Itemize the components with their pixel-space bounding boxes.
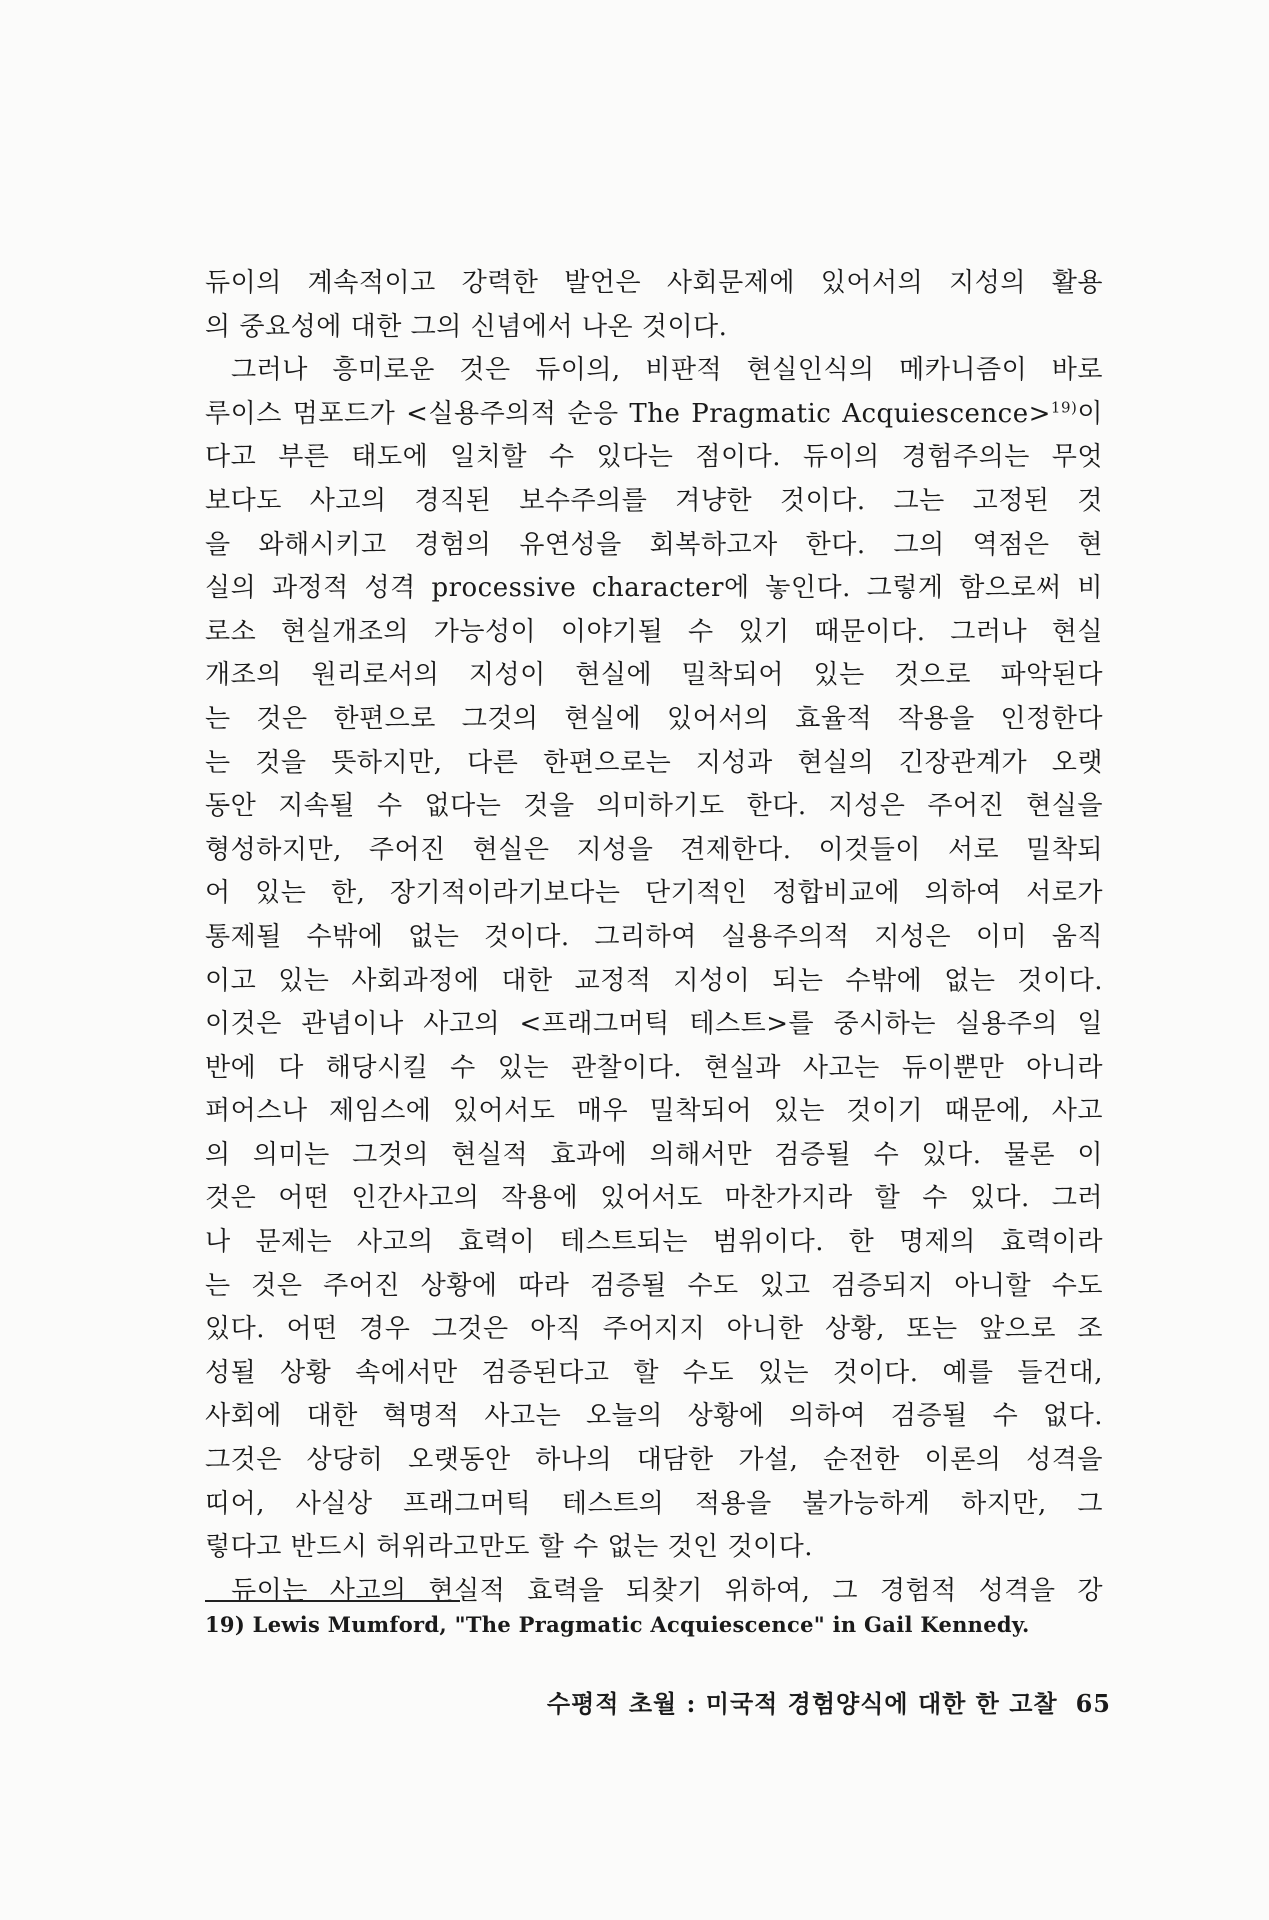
text-line-tail: 이 [1077, 398, 1103, 429]
page-number: 65 [1075, 1689, 1111, 1718]
text-line: 반에 다 해당시킬 수 있는 관찰이다. 현실과 사고는 듀이뿐만 아니라 [205, 1052, 1103, 1083]
text-line-main: 루이스 멈포드가 <실용주의적 순응 The Pragmatic Acquiescence> [205, 398, 1051, 429]
running-footer [547, 1684, 1111, 1719]
text-line: 로소 현실개조의 가능성이 이야기될 수 있기 때문이다. 그러나 현실 [205, 616, 1103, 647]
text-line: 성될 상황 속에서만 검증된다고 할 수도 있는 것이다. 예를 들건대, [205, 1357, 1103, 1388]
text-line: 나 문제는 사고의 효력이 테스트되는 범위이다. 한 명제의 효력이라 [205, 1227, 1103, 1258]
text-line: 통제될 수밖에 없는 것이다. 그리하여 실용주의적 지성은 이미 움직 [205, 921, 1103, 952]
text-line: 는 것을 뜻하지만, 다른 한편으로는 지성과 현실의 긴장관계가 오랫 [205, 747, 1103, 778]
text-line: 있다. 어떤 경우 그것은 아직 주어지지 아니한 상황, 또는 앞으로 조 [205, 1314, 1103, 1345]
body-text [205, 262, 1103, 1613]
text-line: 동안 지속될 수 없다는 것을 의미하기도 한다. 지성은 주어진 현실을 [205, 791, 1103, 822]
text-line: 사회에 대한 혁명적 사고는 오늘의 상황에 의하여 검증될 수 없다. [205, 1401, 1103, 1432]
running-title: 수평적 초월 : 미국적 경험양식에 대한 한 고찰 [546, 1689, 1058, 1718]
text-line-with-footnote-ref [205, 393, 1103, 437]
text-line: 그러나 흥미로운 것은 듀이의, 비판적 현실인식의 메카니즘이 바로 [231, 355, 1103, 386]
text-line: 띠어, 사실상 프래그머틱 테스트의 적용을 불가능하게 하지만, 그 [205, 1488, 1103, 1519]
text-line: 다고 부른 태도에 일치할 수 있다는 점이다. 듀이의 경험주의는 무엇 [205, 442, 1103, 473]
text-line: 것은 어떤 인간사고의 작용에 있어서도 마찬가지라 할 수 있다. 그러 [205, 1183, 1103, 1214]
text-line: 는 것은 한편으로 그것의 현실에 있어서의 효율적 작용을 인정한다 [205, 703, 1103, 734]
text-line: 그것은 상당히 오랫동안 하나의 대담한 가설, 순전한 이론의 성격을 [205, 1445, 1103, 1476]
footnote-divider [205, 1600, 460, 1602]
text-line: 는 것은 주어진 상황에 따라 검증될 수도 있고 검증되지 아니할 수도 [205, 1270, 1103, 1301]
text-line: 개조의 원리로서의 지성이 현실에 밀착되어 있는 것으로 파악된다 [205, 660, 1103, 691]
text-line: 이고 있는 사회과정에 대한 교정적 지성이 되는 수밖에 없는 것이다. [205, 965, 1103, 996]
text-line: 보다도 사고의 경직된 보수주의를 겨냥한 것이다. 그는 고정된 것 [205, 485, 1103, 516]
text-line: 실의 과정적 성격 processive character에 놓인다. 그렇게 함으로써 비 [205, 573, 1103, 604]
text-line: 을 와해시키고 경험의 유연성을 회복하고자 한다. 그의 역점은 현 [205, 529, 1103, 560]
text-line: 퍼어스나 제임스에 있어서도 매우 밀착되어 있는 것이기 때문에, 사고 [205, 1096, 1103, 1127]
footnote: 19) Lewis Mumford, "The Pragmatic Acquiescence" in Gail Kennedy. [205, 1612, 1030, 1637]
text-line: 의 의미는 그것의 현실적 효과에 의해서만 검증될 수 있다. 물론 이 [205, 1139, 1103, 1170]
text-line: 이것은 관념이나 사고의 <프래그머틱 테스트>를 중시하는 실용주의 일 [205, 1009, 1103, 1040]
text-line: 듀이는 사고의 현실적 효력을 되찾기 위하여, 그 경험적 성격을 강 [231, 1575, 1103, 1606]
text-line: 어 있는 한, 장기적이라기보다는 단기적인 정합비교에 의하여 서로가 [205, 878, 1103, 909]
text-line: 듀이의 계속적이고 강력한 발언은 사회문제에 있어서의 지성의 활용 [205, 268, 1103, 298]
text-line: 형성하지만, 주어진 현실은 지성을 견제한다. 이것들이 서로 밀착되 [205, 834, 1103, 865]
footnote-reference: 19) [1050, 398, 1078, 417]
text-line: 의 중요성에 대한 그의 신념에서 나온 것이다. [205, 311, 728, 342]
text-line: 렇다고 반드시 허위라고만도 할 수 없는 것인 것이다. [205, 1532, 814, 1563]
